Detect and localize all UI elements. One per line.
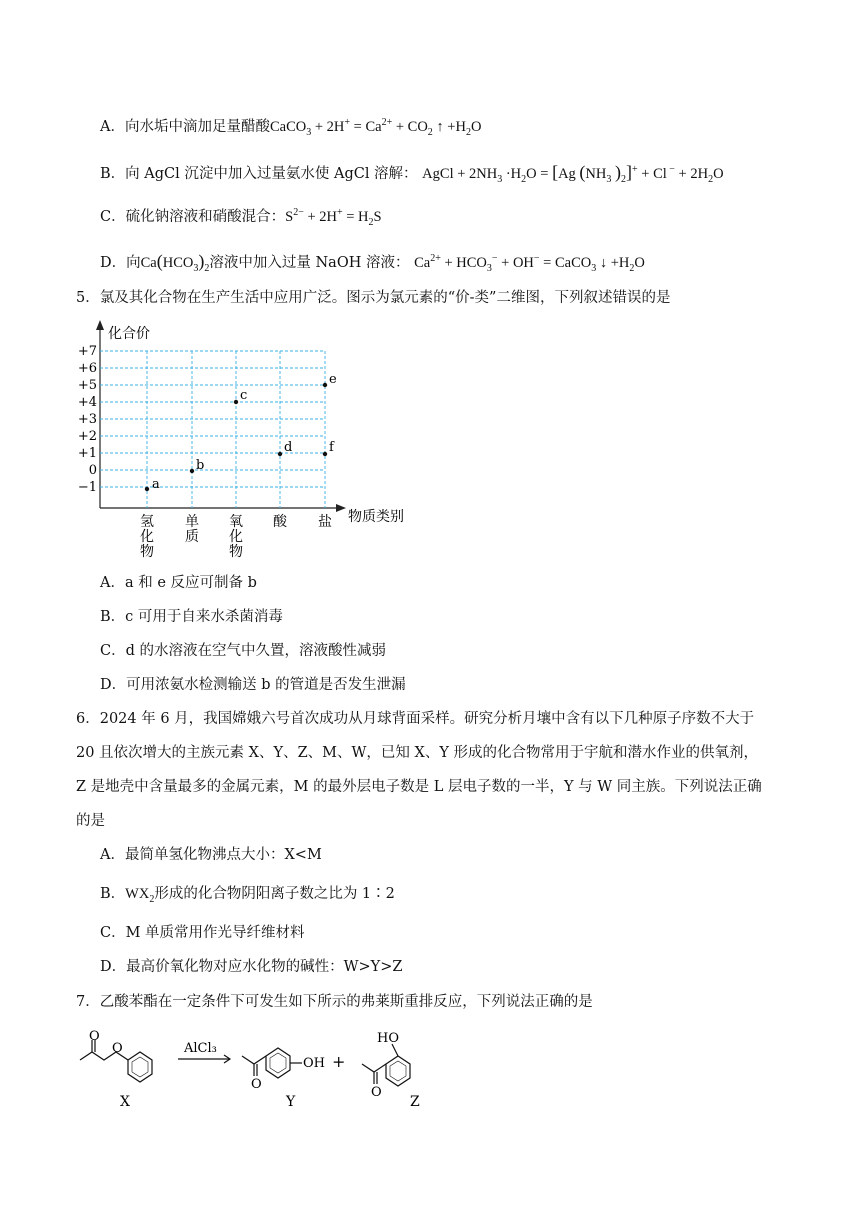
q4-option-d-formula: $Ca(HCO_3)_2$ [140, 251, 210, 274]
y-tick-5: +5 [77, 378, 97, 393]
q4-option-a [100, 117, 481, 137]
y-oh-label: OH [303, 1056, 325, 1071]
x-benzene [128, 1052, 152, 1082]
x-axis-label: 物质类别 [348, 509, 404, 525]
y-tick-3: +3 [77, 412, 97, 427]
q4-option-d: D．向$Ca(HCO_3)_2$溶液中加入过量 NaOH 溶液： $Ca^{2+} + HCO_3^- + OH^-$ = CaCO$_3$ ↓ $+H_2O$ [100, 251, 645, 274]
category-hydride-1: 氢 [140, 514, 154, 530]
valence-class-chart [70, 318, 430, 568]
z-ho-label: HO [377, 1031, 399, 1046]
x-grid [147, 351, 325, 508]
label-x: X [120, 1094, 130, 1110]
category-oxide-3: 物 [229, 544, 243, 560]
q6-stem-line-1: 6．2024 年 6 月，我国嫦娥六号首次成功从月球背面采样。研究分析月壤中含有以下几种原子序数不大于 [76, 711, 755, 727]
x-category-labels [140, 513, 332, 560]
q4-option-d-equation: $Ca^{2+} + HCO_3^- + OH^-$ = CaCO$_3$ ↓ $+H_2O$ [414, 253, 645, 274]
point-e-label: e [329, 372, 337, 387]
x-axis-arrow [336, 504, 346, 512]
z-benzene [386, 1056, 410, 1086]
category-hydride-3: 物 [140, 544, 154, 560]
x-benzene-inner [132, 1057, 148, 1077]
q6-option-c: C．M 单质常用作光导纤维材料 [100, 925, 305, 941]
q6-option-b-label: B． [100, 886, 126, 902]
reagent-label: AlCl₃ [184, 1041, 217, 1056]
z-carbonyl-o: O [371, 1085, 382, 1100]
data-points [145, 372, 337, 492]
category-hydride-2: 化 [140, 529, 154, 545]
point-b [190, 469, 194, 473]
z-chain [362, 1064, 386, 1072]
y-tick-4: +4 [77, 395, 97, 410]
y-tick-neg1: −1 [77, 480, 97, 495]
label-y: Y [286, 1094, 296, 1110]
point-f [323, 452, 327, 456]
point-c-label: c [240, 388, 248, 403]
q4-option-a-label: A． [100, 119, 125, 135]
y-axis-label: 化合价 [108, 326, 150, 342]
point-d-label: d [284, 440, 293, 455]
q4-option-b-text: B．向 AgCl 沉淀中加入过量氨水使 AgCl 溶解： [100, 166, 418, 182]
q5-stem: 5．氯及其化合物在生产生活中应用广泛。图示为氯元素的“价-类”二维图，下列叙述错误的是 [76, 290, 671, 306]
z-benzene-inner [390, 1061, 406, 1081]
y-benzene [266, 1048, 290, 1078]
point-f-label: f [329, 440, 334, 455]
q4-option-b-equation: AgCl + $2NH_3 \cdot H_2O = [Ag$ ($NH_3$ )$_2]^+ + Cl$ $^- + 2H_2O$ [422, 162, 724, 185]
y-tick-7: +7 [77, 344, 97, 359]
point-e [323, 383, 327, 387]
label-z: Z [410, 1094, 420, 1110]
y-tick-2: +2 [77, 429, 97, 444]
category-salt: 盐 [318, 514, 332, 530]
plus-sign: + [332, 1052, 346, 1071]
point-c [234, 400, 238, 404]
q6-option-d: D．最高价氧化物对应水化物的碱性：W>Y>Z [100, 959, 403, 975]
point-a [145, 487, 149, 491]
q4-option-c-text: C．硫化钠溶液和硝酸混合： [100, 209, 286, 225]
q4-option-b [100, 162, 724, 184]
q4-option-a-equation: CaCO$_3$ + $2H^+ = Ca^{2+} + CO_2$ ↑ $+H_2O$ [269, 117, 482, 138]
q5-option-d: D．可用浓氨水检测输送 b 的管道是否发生泄漏 [100, 677, 406, 693]
point-b-label: b [196, 458, 205, 473]
y-tick-1: +1 [77, 446, 97, 461]
x-ester-o: O [112, 1041, 123, 1056]
y-chain [242, 1056, 266, 1064]
q6-stem-line-2: 20 且依次增大的主族元素 X、Y、Z、M、W，已知 X、Y 形成的化合物常用于宇航和潜水作业的供氧剂， [76, 745, 758, 761]
q6-option-b-formula: $WX_2$ [125, 886, 155, 905]
q6-option-a: A．最简单氢化物沸点大小：X<M [100, 847, 322, 863]
y-grid [100, 351, 325, 487]
q4-option-c-equation: $S^{2-} + 2H^+ = H_2S$ [285, 207, 382, 228]
q6-option-b-text: 形成的化合物阴阳离子数之比为 1∶2 [154, 886, 395, 902]
fries-rearrangement-scheme [70, 1030, 490, 1110]
x-carbonyl-o: O [89, 1030, 100, 1044]
category-acid: 酸 [273, 514, 287, 530]
category-element-1: 单 [185, 514, 199, 530]
q4-option-a-text: 向水垢中滴加足量醋酸 [124, 119, 270, 135]
category-element-2: 质 [185, 529, 199, 545]
point-d [278, 452, 282, 456]
y-tick-labels [78, 344, 97, 495]
q5-option-c: C．d 的水溶液在空气中久置，溶液酸性减弱 [100, 643, 386, 659]
y-benzene-inner [270, 1053, 286, 1073]
point-a-label: a [152, 477, 160, 492]
y-carbonyl-o: O [251, 1077, 262, 1092]
q7-stem: 7．乙酸苯酯在一定条件下可发生如下所示的弗莱斯重排反应，下列说法正确的是 [76, 994, 593, 1010]
y-axis-arrow [96, 320, 104, 330]
category-oxide-1: 氧 [229, 514, 243, 530]
q5-option-a: A．a 和 e 反应可制备 b [100, 575, 257, 591]
q6-option-b [100, 884, 395, 904]
q6-stem-line-4: 的是 [76, 813, 105, 829]
category-oxide-2: 化 [229, 529, 243, 545]
q5-option-b: B．c 可用于自来水杀菌消毒 [100, 609, 283, 625]
y-tick-0: 0 [88, 463, 97, 478]
y-tick-6: +6 [77, 361, 97, 376]
q6-stem-line-3: Z 是地壳中含量最多的金属元素，M 的最外层电子数是 L 层电子数的一半，Y 与 W 同主族。下列说法正确 [76, 779, 762, 795]
q4-option-c [100, 207, 382, 227]
